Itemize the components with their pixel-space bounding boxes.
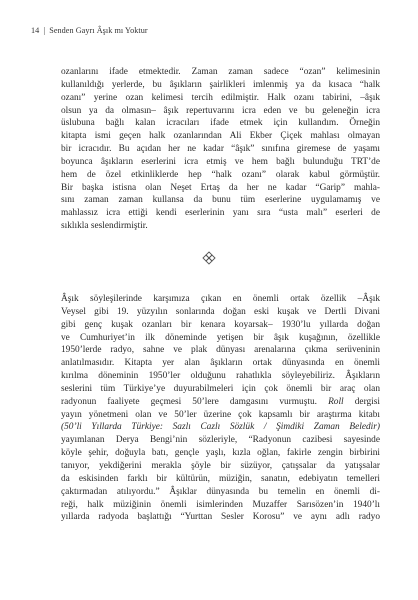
text-line: sıklıkla seslendirmiştir.	[61, 221, 148, 232]
text-line: olsun ya da olmasın– âşık repertuvarını icra eden ve bu geleneğin icra	[61, 105, 380, 116]
text-line: üslubuna bağlı kalan icracıları ifade etmek için kullandım. Örneğin	[61, 118, 380, 129]
text-line: yıllarda radyoda başlattığı “Yurttan Sesler Korosu” ve aynı adlı radyo	[61, 512, 380, 523]
text-line: tanıyor, yekdiğerini merakla şöyle bir süzüyor, çatışsalar da yatışsalar	[61, 460, 380, 471]
text-line: 1950’lerde radyo, sahne ve plak dünyası arenalarına çıkma serüveninin	[61, 345, 380, 356]
text-line: ve Cumhuriyet’in ilk döneminde yetişen bir âşık kuşağının, özellikle	[61, 332, 380, 343]
text-line: gibi genç kuşak ozanları bir kenara koyarsak– 1930’lu yıllarda doğan	[61, 319, 380, 330]
text-line: yayın yönetmeni olan ve 50’ler üzerine çok kapsamlı bir araştırma kitabı	[61, 409, 380, 420]
text-segment: dergisi	[354, 396, 381, 407]
text-line: mahlassız icra ettiği kendi eserlerinin yanı sıra “usta malı” eserleri de	[61, 208, 380, 219]
text-line: anlatılmasıdır. Kitapta yer alan âşıkların ortak dünyasında en önemli	[61, 358, 380, 369]
text-line: kırılma döneminin 1950’ler olduğunu rahatlıkla söyleyebiliriz. Âşıkların	[61, 371, 380, 382]
text-segment: radyonun faaliyete geçmesi 50’lere damgasını vurmuştu.	[61, 396, 317, 407]
text-line: da eskisinden farklı bir kültürün, müziğin, sanatın, edebiyatın temelleri	[61, 473, 380, 484]
text-line: ozanlarını ifade etmektedir. Zaman zaman sadece “ozan” kelimesinin	[61, 67, 380, 77]
text-line: seslerini tüm Türkiye’ye duyurabilmeleri için çok önemli bir araç olan	[61, 383, 380, 394]
paragraph-1	[61, 66, 380, 233]
page-number: 14	[31, 26, 40, 35]
text-line: reği, halk müziğinin önemli isimlerinden Muzaffer Sarısözen’in 1940’lı	[61, 499, 380, 510]
book-title: Senden Gayrı Âşık mı Yoktur	[49, 26, 148, 35]
running-header	[31, 26, 148, 35]
header-separator: |	[43, 26, 46, 35]
text-line: çaktırmadan atılıyordu.” Âşıklar dünyasında bu temelin en önemli di-	[61, 486, 380, 497]
text-line: yayımlanan Derya Bengi’nin sözleriyle, “Radyonun cazibesi sayesinde	[61, 435, 380, 446]
section-ornament-icon	[202, 251, 216, 265]
text-line: Bir başka istisna olan Neşet Ertaş da her ne kadar “Garip” mahla-	[61, 182, 380, 193]
italic-book-title: (50’li Yıllarda Türkiye: Sazlı Cazlı Sözlük / Şimdiki Zaman Beledir)	[61, 422, 380, 433]
text-line: ozanı” yerine ozan kelimesi tercih edilmiştir. Halk ozanı tabirini, –âşık	[61, 92, 380, 103]
text-line: boyunca âşıkların eserlerini icra etmiş ve hem bağlı bulunduğu TRT’de	[61, 156, 380, 167]
text-line: sını zaman zaman kullansa da bunu tüm eserlerine uygulamamış ve	[61, 195, 380, 206]
text-line	[61, 421, 380, 434]
text-line: Veysel gibi 19. yüzyılın sonlarında doğan eski kuşak ve Dertli Divani	[61, 306, 380, 317]
text-line: Âşık söyleşilerinde karşımıza çıkan en önemli ortak özellik –Âşık	[61, 294, 380, 304]
text-line: kullanıldığı yerlerde, bu âşıkların şairlikleri imlenmiş ya da kısaca “halk	[61, 79, 380, 90]
text-line: kitapta ismi geçen halk ozanlarından Ali Ekber Çiçek mahlası olmayan	[61, 131, 380, 142]
text-line: bir icracıdır. Bu açıdan her ne kadar “âşık” sınıfına giremese de yaşamı	[61, 144, 380, 155]
paragraph-2	[61, 293, 380, 524]
italic-title: Roll	[328, 396, 344, 407]
text-line	[61, 396, 380, 409]
text-line: hem de özel etkinliklerde hep “halk ozanı” olarak kabul görmüştür.	[61, 169, 380, 180]
text-line: köyle şehir, doğuyla batı, gençle yaşlı, kızla oğlan, fakirle zengin birbirini	[61, 448, 380, 459]
